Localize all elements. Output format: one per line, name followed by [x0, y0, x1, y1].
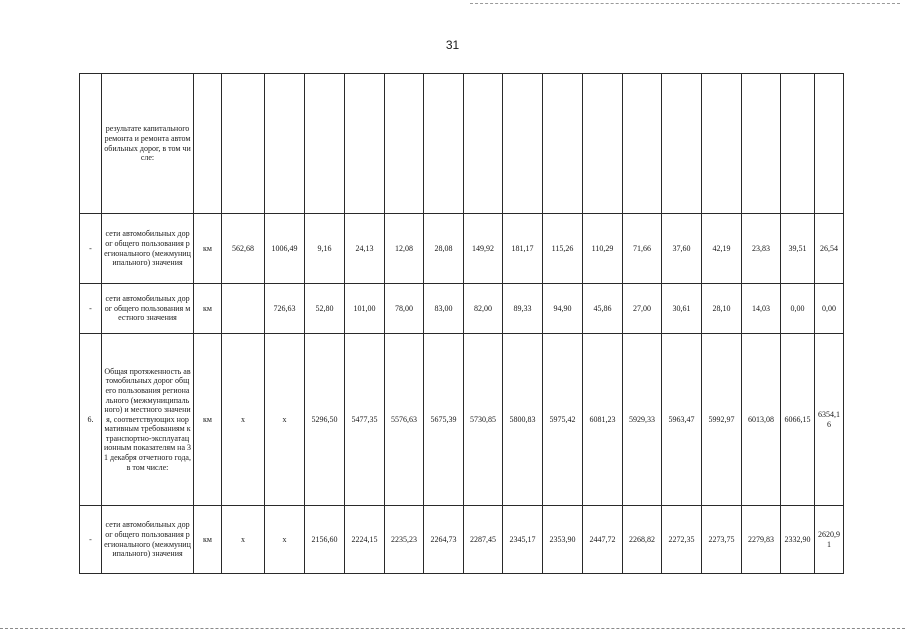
value-cell: 2156,60: [305, 506, 345, 574]
value-cell: 12,08: [385, 214, 424, 284]
value-cell: 89,33: [503, 284, 543, 334]
value-cell: [424, 74, 464, 214]
value-cell: 2447,72: [583, 506, 623, 574]
value-cell: 28,08: [424, 214, 464, 284]
value-cell: [815, 74, 844, 214]
value-cell: 5730,85: [464, 334, 503, 506]
row-name: Общая протяженность автомобильных дорог общего пользования регионального (межмуниципального) и местного значения, соответствующих нормативным требованиям к транспортно-эксплуатационным показателям на 31 декабря отчетного года, в том числе:: [102, 334, 194, 506]
value-cell: [222, 284, 265, 334]
value-cell: [222, 74, 265, 214]
table-row: [80, 334, 844, 506]
value-cell: [385, 74, 424, 214]
page-number: 31: [445, 38, 460, 52]
value-cell: 5992,97: [702, 334, 742, 506]
value-cell: 39,51: [781, 214, 815, 284]
table-row: [80, 506, 844, 574]
value-cell: 83,00: [424, 284, 464, 334]
value-cell: 42,19: [702, 214, 742, 284]
value-cell: 82,00: [464, 284, 503, 334]
value-cell: 2224,15: [345, 506, 385, 574]
value-cell: x: [222, 506, 265, 574]
value-cell: 78,00: [385, 284, 424, 334]
value-cell: 6066,15: [781, 334, 815, 506]
data-table: [79, 73, 844, 574]
value-cell: [265, 74, 305, 214]
value-cell: 115,26: [543, 214, 583, 284]
row-number: -: [80, 284, 102, 334]
value-cell: 2345,17: [503, 506, 543, 574]
value-cell: x: [222, 334, 265, 506]
value-cell: 27,00: [623, 284, 662, 334]
value-cell: [345, 74, 385, 214]
value-cell: 37,60: [662, 214, 702, 284]
value-cell: 6081,23: [583, 334, 623, 506]
value-cell: x: [265, 334, 305, 506]
value-cell: 6013,08: [742, 334, 781, 506]
row-unit: км: [194, 334, 222, 506]
row-name: сети автомобильных дорог общего пользования регионального (межмуниципального) значения: [102, 506, 194, 574]
value-cell: [583, 74, 623, 214]
value-cell: 181,17: [503, 214, 543, 284]
row-unit: км: [194, 506, 222, 574]
value-cell: 5576,63: [385, 334, 424, 506]
value-cell: 26,54: [815, 214, 844, 284]
value-cell: 2353,90: [543, 506, 583, 574]
value-cell: [305, 74, 345, 214]
value-cell: 52,80: [305, 284, 345, 334]
row-number: [80, 74, 102, 214]
row-number: -: [80, 214, 102, 284]
value-cell: 149,92: [464, 214, 503, 284]
value-cell: 5963,47: [662, 334, 702, 506]
value-cell: 1006,49: [265, 214, 305, 284]
row-unit: [194, 74, 222, 214]
value-cell: 2273,75: [702, 506, 742, 574]
value-cell: 562,68: [222, 214, 265, 284]
row-name: сети автомобильных дорог общего пользования местного значения: [102, 284, 194, 334]
value-cell: 5975,42: [543, 334, 583, 506]
value-cell: 9,16: [305, 214, 345, 284]
value-cell: 2264,73: [424, 506, 464, 574]
row-unit: км: [194, 214, 222, 284]
scan-artifact-top: [470, 3, 900, 4]
value-cell: 94,90: [543, 284, 583, 334]
value-cell: 0,00: [815, 284, 844, 334]
row-number: 6.: [80, 334, 102, 506]
value-cell: 2235,23: [385, 506, 424, 574]
value-cell: 2620,91: [815, 506, 844, 574]
value-cell: [702, 74, 742, 214]
value-cell: 5477,35: [345, 334, 385, 506]
value-cell: 2287,45: [464, 506, 503, 574]
value-cell: 110,29: [583, 214, 623, 284]
value-cell: 30,61: [662, 284, 702, 334]
value-cell: [503, 74, 543, 214]
value-cell: [742, 74, 781, 214]
value-cell: 0,00: [781, 284, 815, 334]
row-unit: км: [194, 284, 222, 334]
value-cell: 5929,33: [623, 334, 662, 506]
value-cell: [623, 74, 662, 214]
value-cell: 5800,83: [503, 334, 543, 506]
table-row: [80, 284, 844, 334]
row-number: -: [80, 506, 102, 574]
value-cell: 5675,39: [424, 334, 464, 506]
value-cell: 2332,90: [781, 506, 815, 574]
value-cell: 28,10: [702, 284, 742, 334]
value-cell: x: [265, 506, 305, 574]
value-cell: 101,00: [345, 284, 385, 334]
value-cell: 2268,82: [623, 506, 662, 574]
value-cell: [464, 74, 503, 214]
row-name: сети автомобильных дорог общего пользования регионального (межмуниципального) значения: [102, 214, 194, 284]
value-cell: 5296,50: [305, 334, 345, 506]
value-cell: 6354,16: [815, 334, 844, 506]
table-row: [80, 74, 844, 214]
value-cell: 726,63: [265, 284, 305, 334]
row-name: результате капитального ремонта и ремонта автомобильных дорог, в том числе:: [102, 74, 194, 214]
value-cell: [781, 74, 815, 214]
value-cell: 71,66: [623, 214, 662, 284]
value-cell: 2272,35: [662, 506, 702, 574]
scan-artifact-bottom: [0, 628, 905, 629]
table-row: [80, 214, 844, 284]
value-cell: 14,03: [742, 284, 781, 334]
value-cell: 23,83: [742, 214, 781, 284]
value-cell: [662, 74, 702, 214]
value-cell: 2279,83: [742, 506, 781, 574]
value-cell: [543, 74, 583, 214]
value-cell: 24,13: [345, 214, 385, 284]
value-cell: 45,86: [583, 284, 623, 334]
